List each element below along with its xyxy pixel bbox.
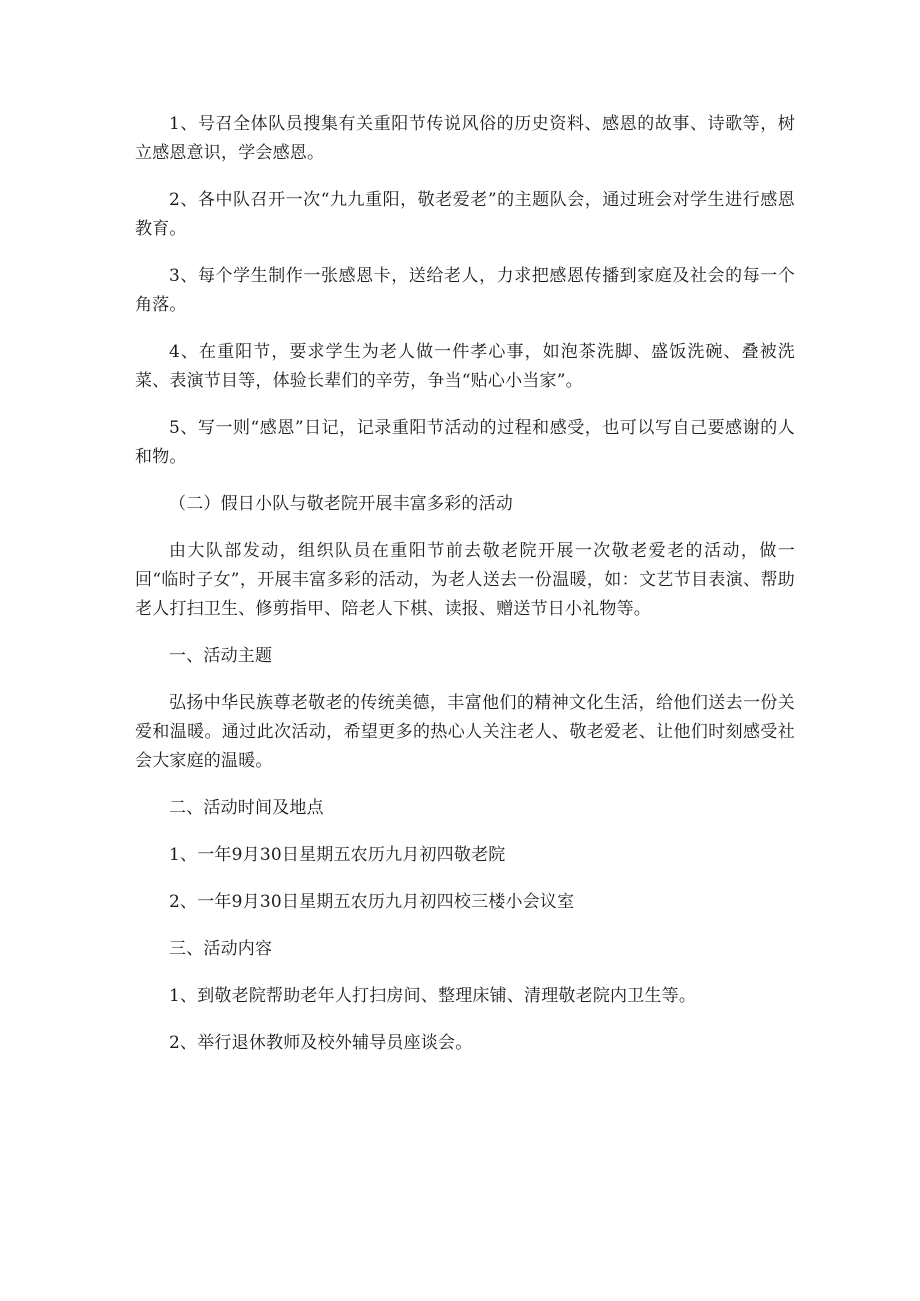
paragraph-task-2: 2、各中队召开一次“九九重阳，敬老爱老”的主题队会，通过班会对学生进行感恩教育。 <box>135 190 795 239</box>
paragraph-time-place-2: 2、一年9月30日星期五农历九月初四校三楼小会议室 <box>169 892 575 912</box>
paragraph-nursing-home-activity: 由大队部发动，组织队员在重阳节前去敬老院开展一次敬老爱老的活动，做一回“临时子女”，开展丰富多彩的活动，为老人送去一份温暖，如：文艺节目表演、帮助老人打扫卫生、修剪指甲、陪老人下棋、读报、赠送节日小礼物等。 <box>135 541 795 619</box>
paragraph-content-2: 2、举行退休教师及校外辅导员座谈会。 <box>169 1033 473 1053</box>
paragraph-task-5: 5、写一则“感恩”日记，记录重阳节活动的过程和感受，也可以写自己要感谢的人和物。 <box>135 418 795 467</box>
section-heading-content: 三、活动内容 <box>169 939 273 959</box>
section-heading-theme: 一、活动主题 <box>169 646 273 666</box>
paragraph-task-1: 1、号召全体队员搜集有关重阳节传说风俗的历史资料、感恩的故事、诗歌等，树立感恩意识，学会感恩。 <box>135 114 795 163</box>
paragraph-task-3: 3、每个学生制作一张感恩卡，送给老人，力求把感恩传播到家庭及社会的每一个角落。 <box>135 266 795 315</box>
document-body <box>135 110 795 1076</box>
paragraph-theme: 弘扬中华民族尊老敬老的传统美德，丰富他们的精神文化生活，给他们送去一份关爱和温暖。通过此次活动，希望更多的热心人关注老人、敬老爱老、让他们时刻感受社会大家庭的温暖。 <box>135 693 795 771</box>
paragraph-task-4: 4、在重阳节，要求学生为老人做一件孝心事，如泡茶洗脚、盛饭洗碗、叠被洗菜、表演节目等，体验长辈们的辛劳，争当“贴心小当家”。 <box>135 342 795 391</box>
paragraph-time-place-1: 1、一年9月30日星期五农历九月初四敬老院 <box>169 845 506 865</box>
section-heading-holiday-team: （二）假日小队与敬老院开展丰富多彩的活动 <box>169 494 513 514</box>
section-heading-time-place: 二、活动时间及地点 <box>169 798 324 818</box>
paragraph-content-1: 1、到敬老院帮助老年人打扫房间、整理床铺、清理敬老院内卫生等。 <box>169 986 697 1006</box>
